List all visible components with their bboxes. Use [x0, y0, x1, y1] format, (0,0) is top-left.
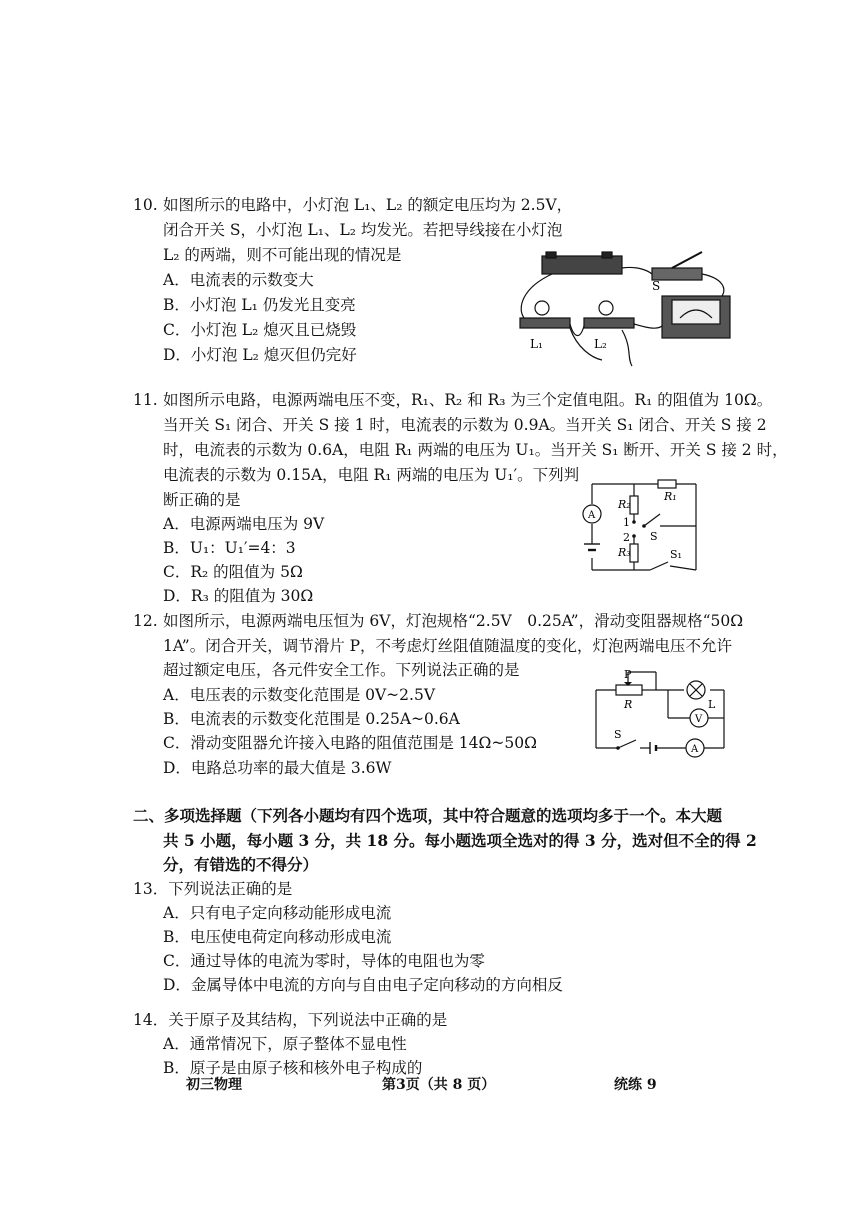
footer-exam-code: 统练 9 — [614, 1077, 657, 1093]
q12-fig-label-s: S — [614, 728, 622, 741]
q10-option-b: B．小灯泡 L₁ 仍发光且变亮 — [163, 296, 356, 314]
q11-fig-label-2: 2 — [623, 531, 630, 544]
q12-number: 12. — [133, 612, 158, 630]
q11-line-4: 电流表的示数为 0.15A，电阻 R₁ 两端的电压为 U₁′。下列判 — [163, 466, 580, 484]
section2-line-1: 二、多项选择题（下列各小题均有四个选项，其中符合题意的选项均多于一个。本大题 — [133, 806, 723, 825]
q10-line-1: 如图所示的电路中，小灯泡 L₁、L₂ 的额定电压均为 2.5V， — [163, 196, 573, 214]
q14-option-a: A．通常情况下，原子整体不显电性 — [163, 1035, 407, 1053]
q14-option-b: B．原子是由原子核和核外电子构成的 — [163, 1059, 423, 1077]
q12-fig-label-r: R — [624, 698, 633, 711]
q11-option-a: A．电源两端电压为 9V — [163, 515, 325, 533]
q10-fig-label-l2: L₂ — [594, 337, 607, 351]
q11-fig-label-r2: R₂ — [618, 498, 631, 511]
q11-option-d: D．R₃ 的阻值为 30Ω — [163, 587, 314, 605]
q12-fig-label-a: A — [691, 744, 699, 755]
q12-line-2: 1A”。闭合开关，调节滑片 P，不考虑灯丝阻值随温度的变化，灯泡两端电压不允许 — [163, 637, 733, 655]
q11-option-c: C．R₂ 的阻值为 5Ω — [163, 563, 303, 581]
q12-option-a: A．电压表的示数变化范围是 0V~2.5V — [163, 686, 436, 704]
q11-circuit-figure — [578, 478, 718, 578]
q13-option-a: A．只有电子定向移动能形成电流 — [163, 904, 392, 922]
q11-fig-label-1: 1 — [623, 516, 630, 529]
q13-title: 13．下列说法正确的是 — [133, 880, 293, 898]
q10-option-c: C．小灯泡 L₂ 熄灭且已烧毁 — [163, 321, 357, 339]
section2-line-2: 共 5 小题，每小题 3 分，共 18 分。每小题选项全选对的得 3 分，选对但不全的得 2 — [163, 831, 757, 850]
q10-fig-label-s: S — [652, 279, 661, 293]
q11-line-1: 如图所示电路，电源两端电压不变，R₁、R₂ 和 R₃ 为三个定值电阻。R₁ 的阻值为 10Ω。 — [163, 391, 773, 409]
q10-line-2: 闭合开关 S，小灯泡 L₁、L₂ 均发光。若把导线接在小灯泡 — [163, 221, 563, 239]
footer-page-number: 第3页（共 8 页） — [382, 1077, 496, 1093]
q11-fig-label-a: A — [588, 510, 596, 521]
section2-line-3: 分，有错选的不得分） — [163, 855, 319, 874]
q12-option-d: D．电路总功率的最大值是 3.6W — [163, 759, 392, 777]
q12-line-3: 超过额定电压，各元件安全工作。下列说法正确的是 — [163, 661, 520, 679]
footer-subject: 初三物理 — [186, 1077, 242, 1093]
q11-option-b: B．U₁：U₁′=4：3 — [163, 539, 296, 557]
q10-circuit-figure — [512, 248, 737, 373]
q12-option-b: B．电流表的示数变化范围是 0.25A~0.6A — [163, 710, 460, 728]
q13-option-b: B．电压使电荷定向移动形成电流 — [163, 928, 392, 946]
q10-option-d: D．小灯泡 L₂ 熄灭但仍完好 — [163, 346, 357, 364]
q10-option-a: A．电流表的示数变大 — [163, 271, 314, 289]
q11-line-5: 断正确的是 — [163, 491, 241, 509]
q13-option-c: C．通过导体的电流为零时，导体的电阻也为零 — [163, 952, 485, 970]
q11-line-2: 当开关 S₁ 闭合、开关 S 接 1 时，电流表的示数为 0.9A。当开关 S₁ 闭合、开关 S 接 2 — [163, 416, 767, 434]
q13-option-d: D．金属导体中电流的方向与自由电子定向移动的方向相反 — [163, 976, 563, 994]
q10-fig-label-l1: L₁ — [530, 337, 543, 351]
q12-fig-label-l: L — [708, 698, 716, 711]
q12-line-1: 如图所示，电源两端电压恒为 6V，灯泡规格“2.5V 0.25A”，滑动变阻器规格“50Ω — [163, 612, 744, 630]
q12-fig-label-p: P — [624, 668, 632, 681]
q12-circuit-figure — [590, 664, 730, 764]
q11-number: 11. — [133, 391, 158, 409]
q12-fig-label-v: V — [695, 714, 703, 725]
q11-fig-label-r3: R₃ — [618, 546, 631, 559]
q10-line-3: L₂ 的两端，则不可能出现的情况是 — [163, 246, 402, 264]
q12-option-c: C．滑动变阻器允许接入电路的阻值范围是 14Ω~50Ω — [163, 734, 537, 752]
q11-fig-label-r1: R₁ — [664, 490, 677, 503]
q11-line-3: 时，电流表的示数为 0.6A，电阻 R₁ 两端的电压为 U₁。当开关 S₁ 断开、开关 S 接 2 时， — [163, 441, 788, 459]
q14-title: 14．关于原子及其结构，下列说法中正确的是 — [133, 1011, 448, 1029]
q10-number: 10. — [133, 196, 158, 214]
q11-fig-label-s1: S₁ — [670, 548, 682, 561]
q11-fig-label-s: S — [650, 530, 658, 543]
